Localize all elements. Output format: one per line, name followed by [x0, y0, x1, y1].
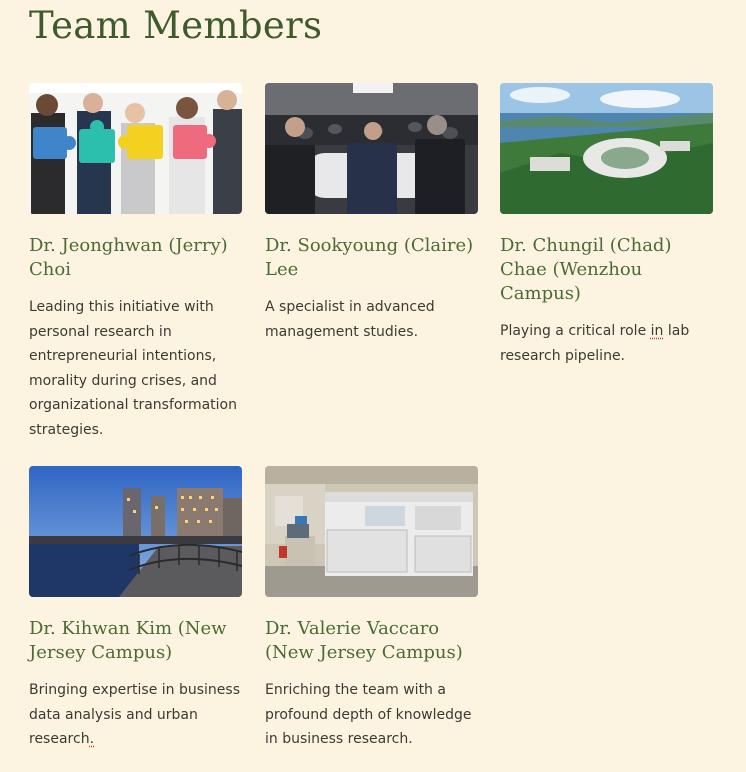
- member-card-vaccaro: [265, 466, 478, 752]
- member-name: Dr. Kihwan Kim (New Jersey Campus): [29, 618, 227, 663]
- member-bio: Leading this initiative with personal research in entrepreneurial intentions, morality during crises, and organizational transformation strategies.: [29, 299, 237, 438]
- spellcheck-flag: in: [650, 323, 664, 339]
- city-waterfront-photo: [29, 466, 242, 597]
- member-name: Dr. Sookyoung (Claire) Lee: [265, 235, 474, 280]
- spellcheck-flag: .: [89, 731, 95, 748]
- member-card-lee: [265, 83, 478, 344]
- member-name: Dr. Chungil (Chad) Chae (Wenzhou Campus): [500, 235, 672, 304]
- member-card-chae: [500, 83, 713, 368]
- member-bio: Bringing expertise in business data analysis and urban research.: [29, 682, 240, 748]
- lab-equipment-photo: [265, 466, 478, 597]
- member-name: Dr. Valerie Vaccaro (New Jersey Campus): [265, 618, 463, 663]
- conference-room-photo: [265, 83, 478, 214]
- member-card-kim: [29, 466, 242, 752]
- campus-aerial-photo: [500, 83, 713, 214]
- page-title: Team Members: [29, 4, 323, 47]
- member-name: Dr. Jeonghwan (Jerry) Choi: [29, 235, 228, 280]
- member-bio: Playing a critical role in lab research pipeline.: [500, 323, 690, 364]
- team-puzzle-photo: [29, 83, 242, 214]
- member-card-choi: [29, 83, 242, 443]
- member-bio: Enriching the team with a profound depth of knowledge in business research.: [265, 682, 472, 748]
- member-bio: A specialist in advanced management studies.: [265, 299, 435, 340]
